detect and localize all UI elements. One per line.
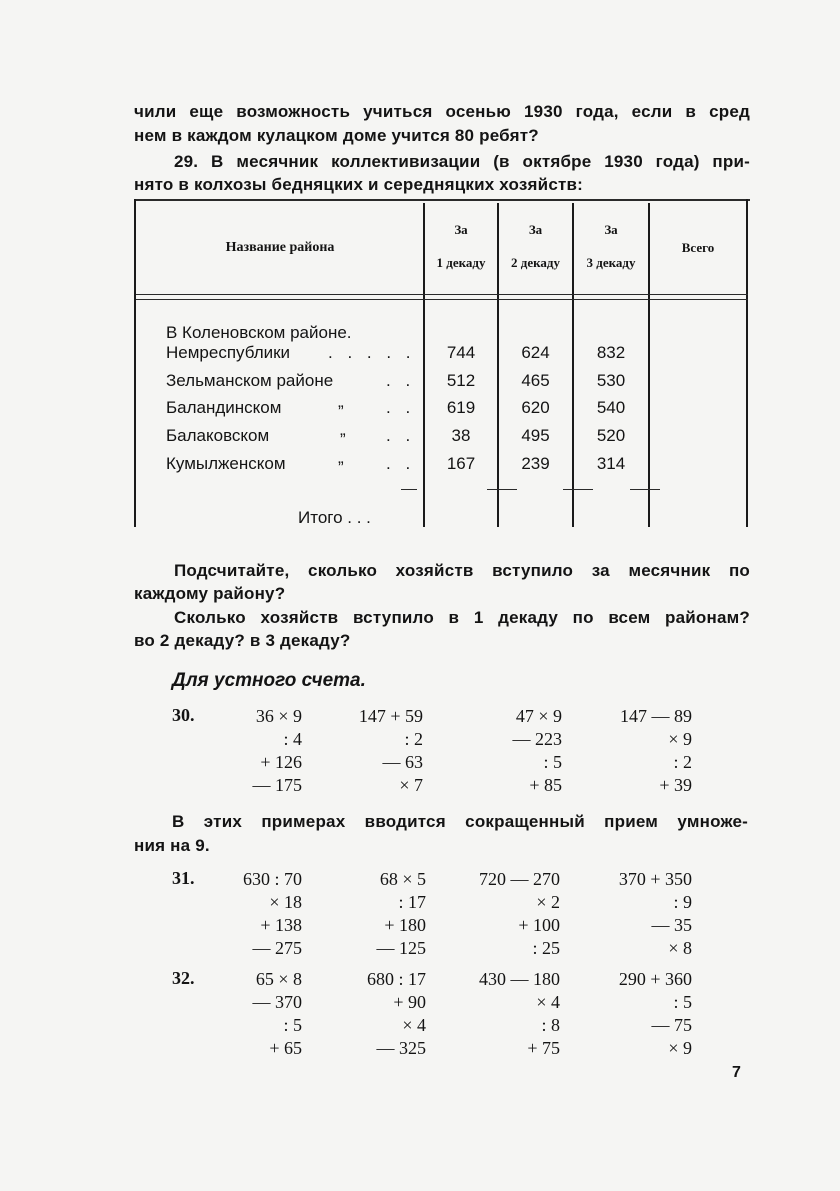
expression: 47 × 9: [515, 706, 562, 726]
expression: 65 × 8: [255, 969, 302, 989]
cell-d1: 38: [451, 426, 471, 445]
page-number: 7: [732, 1064, 741, 1081]
district-name: Баландинском: [166, 398, 282, 417]
expression: × 4: [402, 1015, 426, 1035]
leader-dots: . .: [386, 398, 416, 417]
expression: + 138: [260, 915, 302, 935]
question-1-line-1: Подсчитайте, сколько хозяйств вступило за месячник по: [174, 561, 750, 580]
expression: 720 — 270: [479, 869, 560, 889]
leader-dots: . . . . .: [328, 343, 416, 362]
expression: — 63: [382, 752, 423, 772]
leader-dots: . .: [386, 454, 416, 473]
problem-29-line-2: нято в колхозы бедняцких и середняцких хозяйств:: [134, 175, 584, 194]
expression: : 5: [283, 1015, 302, 1035]
expression: × 8: [668, 938, 692, 958]
expression: 630 : 70: [242, 869, 302, 889]
expression: — 35: [651, 915, 692, 935]
note-line-2: ния на 9.: [134, 836, 210, 855]
expression: : 4: [283, 729, 302, 749]
header-total: Всего: [681, 240, 715, 255]
cell-d2: 620: [521, 398, 550, 417]
expression: + 90: [393, 992, 426, 1012]
expression: — 175: [252, 775, 302, 795]
expression: 290 + 360: [618, 969, 692, 989]
section-title: В Коленовском районе.: [166, 323, 352, 342]
expression: : 17: [398, 892, 426, 912]
expression: + 85: [529, 775, 562, 795]
expression: — 223: [512, 729, 562, 749]
district-name: Зельманском районе: [166, 371, 334, 390]
cell-d3: 530: [596, 371, 626, 390]
expression: : 2: [673, 752, 692, 772]
exercise-number: 30.: [172, 705, 195, 725]
ditto-mark: „: [338, 448, 349, 467]
cell-d2: 495: [521, 426, 550, 445]
expression: : 2: [404, 729, 423, 749]
cell-d3: 314: [596, 454, 626, 473]
cell-d3: 832: [596, 343, 626, 362]
leader-dots: . .: [386, 371, 416, 390]
expression: 147 + 59: [358, 706, 423, 726]
expression: — 75: [651, 1015, 692, 1035]
header-district: Название района: [225, 240, 335, 255]
exercise-number: 32.: [172, 968, 195, 988]
expression: : 25: [532, 938, 560, 958]
expression: — 370: [252, 992, 302, 1012]
oral-counting-heading: Для устного счета.: [172, 670, 366, 691]
question-2-line-1: Сколько хозяйств вступило в 1 декаду по всем районам?: [174, 608, 750, 627]
expression: 68 × 5: [379, 869, 426, 889]
district-name: Кумылженском: [166, 454, 286, 473]
cell-d1: 512: [446, 371, 476, 390]
expression: + 180: [384, 915, 426, 935]
cell-d1: 619: [446, 398, 476, 417]
expression: 680 : 17: [366, 969, 426, 989]
cell-d2: 239: [521, 454, 550, 473]
question-2-line-2: во 2 декаду? в 3 декаду?: [134, 631, 351, 650]
district-name: Балаковском: [166, 426, 270, 445]
district-name: Немреспублики: [166, 343, 291, 362]
expression: : 9: [673, 892, 692, 912]
cell-d1: 744: [446, 343, 476, 362]
header-d2-bottom: 2 декаду: [511, 255, 560, 270]
expression: 430 — 180: [479, 969, 560, 989]
expression: : 5: [543, 752, 562, 772]
expression: + 126: [260, 752, 302, 772]
intro-line-2: нем в каждом кулацком доме учится 80 ребят?: [134, 126, 539, 145]
expression: 370 + 350: [618, 869, 692, 889]
expression: + 65: [269, 1038, 302, 1058]
expression: 147 — 89: [620, 706, 692, 726]
cell-d3: 540: [596, 398, 626, 417]
intro-line-1: чили еще возможность учиться осенью 1930 года, если в сред: [134, 102, 750, 121]
cell-d1: 167: [446, 454, 476, 473]
header-d3-top: За: [604, 222, 618, 237]
expression: × 9: [668, 1038, 692, 1058]
header-d3-bottom: 3 декаду: [586, 255, 636, 270]
ditto-mark: „: [338, 392, 349, 411]
expression: × 2: [536, 892, 560, 912]
expression: — 275: [252, 938, 302, 958]
cell-d2: 624: [521, 343, 550, 362]
expression: + 100: [518, 915, 560, 935]
total-label: Итого . . .: [298, 508, 371, 527]
question-1-line-2: каждому району?: [134, 584, 286, 603]
header-d1-bottom: 1 декаду: [436, 255, 486, 270]
expression: × 7: [399, 775, 423, 795]
expression: × 18: [269, 892, 302, 912]
expression: — 125: [376, 938, 426, 958]
header-d2-top: За: [528, 222, 543, 237]
expression: + 75: [527, 1038, 560, 1058]
note-line-1: В этих примерах вводится сокращенный прием умноже-: [172, 812, 748, 831]
expression: : 5: [673, 992, 692, 1012]
exercise-number: 31.: [172, 868, 195, 888]
expression: + 39: [659, 775, 692, 795]
ditto-mark: „: [340, 420, 351, 439]
problem-29-line-1: 29. В месячник коллективизации (в октябре 1930 года) при-: [174, 152, 750, 171]
leader-dots: . .: [386, 426, 416, 445]
header-d1-top: За: [454, 222, 468, 237]
expression: × 4: [536, 992, 560, 1012]
expression: — 325: [376, 1038, 426, 1058]
expression: × 9: [668, 729, 692, 749]
expression: : 8: [541, 1015, 560, 1035]
cell-d2: 465: [521, 371, 550, 390]
expression: 36 × 9: [255, 706, 302, 726]
cell-d3: 520: [596, 426, 626, 445]
